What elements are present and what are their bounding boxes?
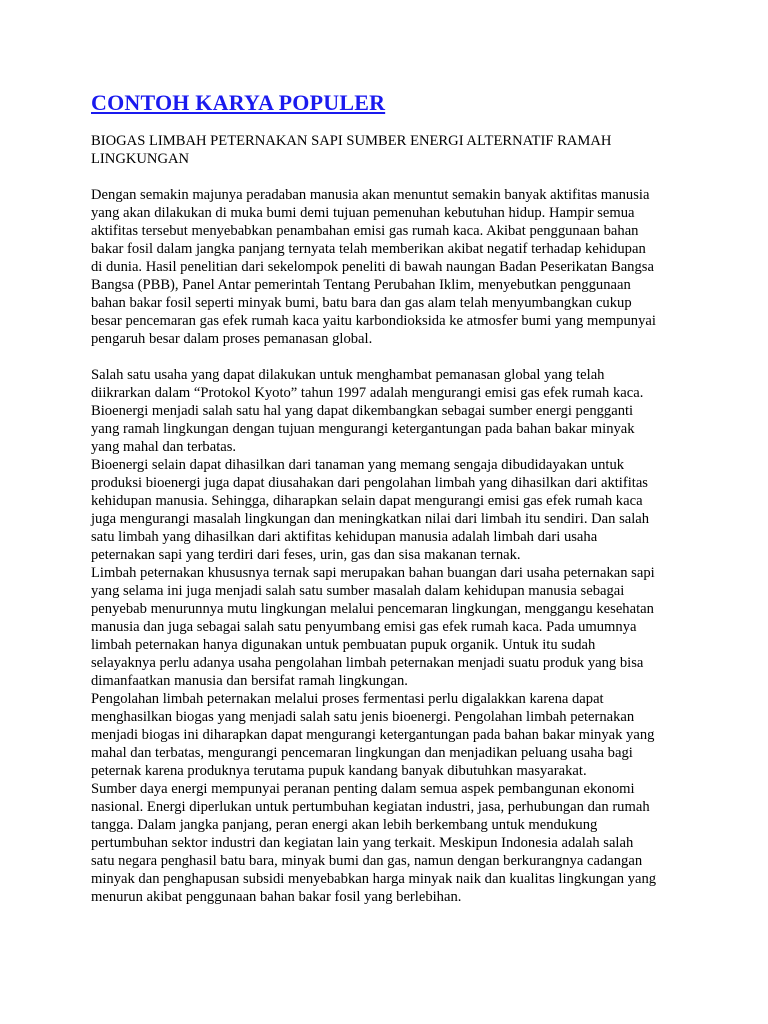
paragraph-line: limbah peternakan hanya digunakan untuk pembuatan pupuk organik. Untuk itu sudah — [91, 637, 596, 653]
body-paragraph — [91, 186, 711, 348]
paragraph-line: yang mahal dan terbatas. — [91, 439, 237, 455]
paragraph-line: satu negara penghasil batu bara, minyak bumi dan gas, namun dengan berkurangnya cadangan — [91, 853, 643, 869]
subtitle-line: LINGKUNGAN — [91, 151, 190, 167]
paragraph-line: Bioenergi menjadi salah satu hal yang dapat dikembangkan sebagai sumber energi pengganti — [91, 403, 634, 419]
paragraph-line: penyebab menurunnya mutu lingkungan melalui pencemaran lingkungan, menggangu kesehatan — [91, 601, 654, 617]
paragraph-line: pertumbuhan sektor industri dan kegiatan lain yang terkait. Meskipun Indonesia adalah salah — [91, 835, 634, 851]
paragraph-line: peternakan sapi yang terdiri dari feses, urin, gas dan sisa makanan ternak. — [91, 547, 521, 563]
paragraph-line: yang akan dilakukan di muka bumi demi tujuan pemenuhan kebutuhan hidup. Hampir semua — [91, 205, 635, 221]
paragraph-line: Sumber daya energi mempunyai peranan penting dalam semua aspek pembangunan ekonomi — [91, 781, 635, 797]
article-body — [91, 186, 711, 906]
paragraph-line: bakar fosil dalam jangka panjang ternyata telah memberikan akibat negatif terhadap kehidupan — [91, 241, 646, 257]
paragraph-line: di dunia. Hasil penelitian dari sekelompok peneliti di bawah naungan Badan Peserikatan Bangsa — [91, 259, 654, 275]
paragraph-line: diikrarkan dalam “Protokol Kyoto” tahun 1997 adalah mengurangi emisi gas efek rumah kaca. — [91, 385, 644, 401]
paragraph-line: besar pencemaran gas efek rumah kaca yaitu karbondioksida ke atmosfer bumi yang mempunyai — [91, 313, 656, 329]
paragraph-line: minyak dan penghapusan subsidi menyebabkan harga minyak naik dan kualitas lingkungan yang — [91, 871, 657, 887]
paragraph-line: produksi bioenergi juga dapat diusahakan dari pengolahan limbah yang dihasilkan dari aktifitas — [91, 475, 648, 491]
paragraph-line: tangga. Dalam jangka panjang, peran energi akan lebih berkembang untuk mendukung — [91, 817, 598, 833]
paragraph-line: Salah satu usaha yang dapat dilakukan untuk menghambat pemanasan global yang telah — [91, 367, 605, 383]
paragraph-line: Pengolahan limbah peternakan melalui proses fermentasi perlu digalakkan karena dapat — [91, 691, 604, 707]
paragraph-line: menjadi biogas ini diharapkan dapat mengurangi ketergantungan pada bahan bakar minyak yang — [91, 727, 655, 743]
paragraph-line: Bangsa (PBB), Panel Antar pemerintah Tentang Perubahan Iklim, menyebutkan penggunaan — [91, 277, 631, 293]
paragraph-line: juga mengurangi masalah lingkungan dan meningkatkan nilai dari limbah itu sendiri. Dan salah — [91, 511, 650, 527]
paragraph-line: Limbah peternakan khususnya ternak sapi merupakan bahan buangan dari usaha peternakan sapi — [91, 565, 655, 581]
paragraph-line: kehidupan manusia. Sehingga, diharapkan selain dapat mengurangi emisi gas efek rumah kaca — [91, 493, 643, 509]
paragraph-line: menurun akibat penggunaan bahan bakar fosil yang berlebihan. — [91, 889, 462, 905]
paragraph-line: Bioenergi selain dapat dihasilkan dari tanaman yang memang sengaja dibudidayakan untuk — [91, 457, 625, 473]
paragraph-line: mahal dan terbatas, mengurangi pencemaran lingkungan dan menjadikan peluang usaha bagi — [91, 745, 633, 761]
body-paragraph — [91, 780, 711, 906]
paragraph-line: yang selama ini juga menjadi salah satu sumber masalah dalam kehidupan manusia sebagai — [91, 583, 625, 599]
paragraph-line: bahan bakar fosil seperti minyak bumi, batu bara dan gas alam telah menyumbangkan cukup — [91, 295, 632, 311]
document-title[interactable]: CONTOH KARYA POPULER — [91, 90, 386, 115]
paragraph-line: manusia dan juga sebagai salah satu penyumbang emisi gas efek rumah kaca. Pada umumnya — [91, 619, 637, 635]
body-paragraph — [91, 564, 711, 690]
subtitle-line: BIOGAS LIMBAH PETERNAKAN SAPI SUMBER ENERGI ALTERNATIF RAMAH — [91, 133, 612, 149]
paragraph-line: nasional. Energi diperlukan untuk pertumbuhan kegiatan industri, jasa, perhubungan dan rumah — [91, 799, 650, 815]
body-paragraph — [91, 366, 711, 456]
body-paragraph — [91, 456, 711, 564]
paragraph-line: Dengan semakin majunya peradaban manusia akan menuntut semakin banyak aktifitas manusia — [91, 187, 650, 203]
body-paragraph — [91, 690, 711, 780]
paragraph-line: peternak karena produknya terutama pupuk kandang banyak dibutuhkan masyarakat. — [91, 763, 587, 779]
paragraph-line: yang ramah lingkungan dengan tujuan mengurangi ketergantungan pada bahan bakar minyak — [91, 421, 635, 437]
paragraph-line: selayaknya perlu adanya usaha pengolahan limbah peternakan menjadi suatu produk yang bisa — [91, 655, 644, 671]
paragraph-line: pengaruh besar dalam proses pemanasan global. — [91, 331, 373, 347]
document-page — [91, 90, 711, 906]
paragraph-line: aktifitas tersebut menyebabkan penambahan emisi gas rumah kaca. Akibat penggunaan bahan — [91, 223, 639, 239]
paragraph-line: satu limbah yang dihasilkan dari aktifitas kehidupan manusia adalah limbah dari usaha — [91, 529, 598, 545]
article-subtitle — [91, 132, 711, 168]
paragraph-line: dimanfaatkan manusia dan bersifat ramah lingkungan. — [91, 673, 408, 689]
paragraph-line: menghasilkan biogas yang menjadi salah satu jenis bioenergi. Pengolahan limbah peternakan — [91, 709, 635, 725]
